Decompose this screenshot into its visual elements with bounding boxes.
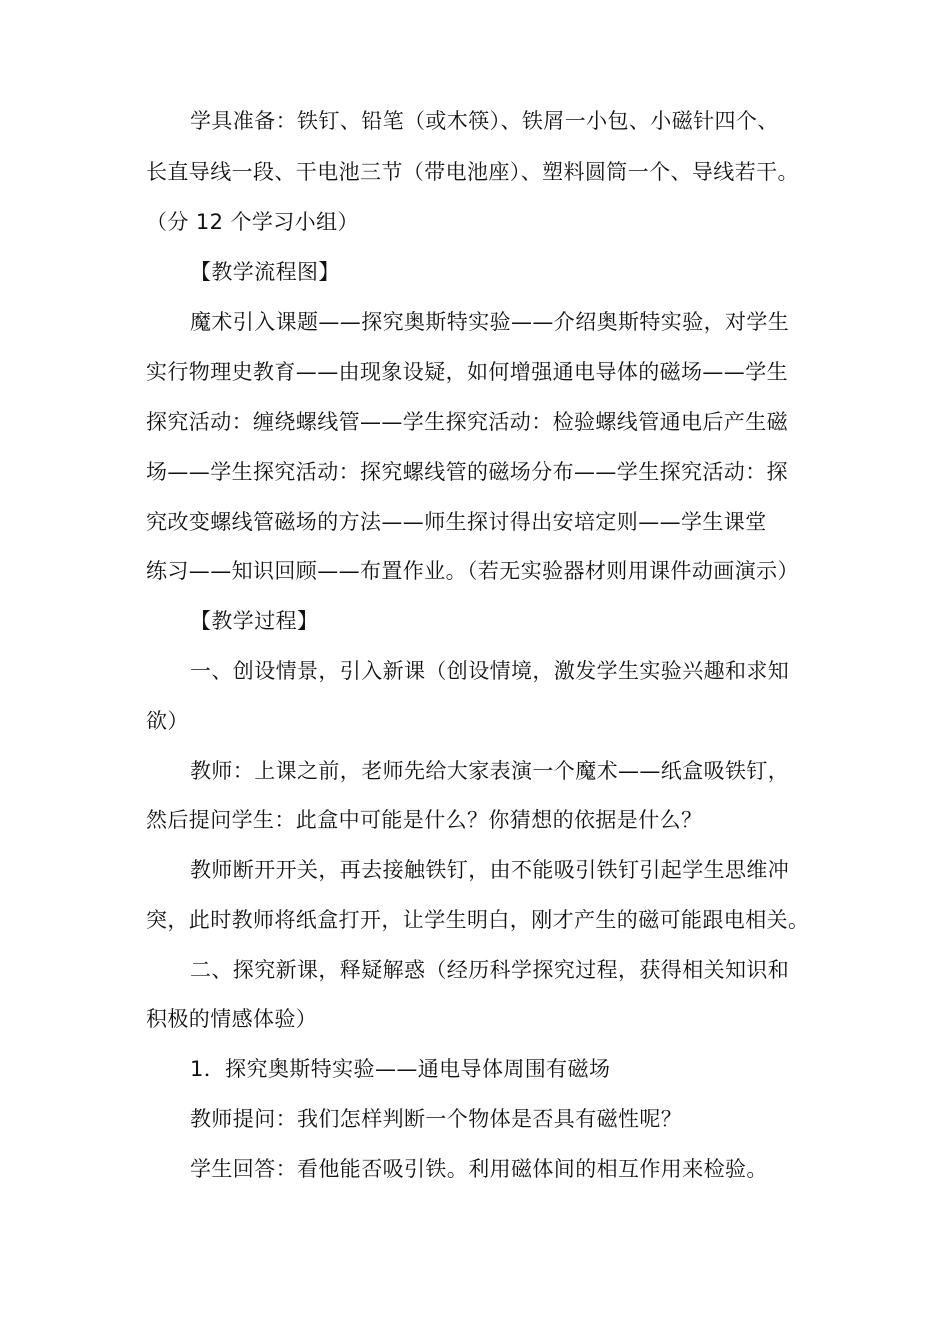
text-line-teacher-magic: 教师：上课之前，老师先给大家表演一个魔术——纸盒吸铁钉， bbox=[190, 759, 790, 783]
text-line-flow-3: 探究活动：缠绕螺线管——学生探究活动：检验螺线管通电后产生磁 bbox=[146, 410, 788, 434]
text-line-switch: 教师断开开关，再去接触铁钉，由不能吸引铁钉引起学生思维冲 bbox=[190, 858, 790, 882]
section-heading-process: 【教学过程】 bbox=[190, 609, 319, 633]
text-line-materials: 学具准备：铁钉、铅笔（或木筷）、铁屑一小包、小磁针四个、 bbox=[190, 109, 779, 133]
text-line-part1-title: 一、创设情景，引入新课（创设情境，激发学生实验兴趣和求知 bbox=[190, 659, 790, 683]
text-line-switch-cont: 突，此时教师将纸盒打开，让学生明白，刚才产生的磁可能跟电相关。 bbox=[146, 908, 810, 932]
text-line-part2-title: 二、探究新课，释疑解惑（经历科学探究过程，获得相关知识和 bbox=[190, 958, 790, 982]
text-line-groups: （分 12 个学习小组） bbox=[146, 210, 359, 234]
text-line-oersted: 1．探究奥斯特实验——通电导体周围有磁场 bbox=[190, 1057, 611, 1081]
text-line-flow-4: 场——学生探究活动：探究螺线管的磁场分布——学生探究活动：探 bbox=[146, 460, 788, 484]
text-line-flow-1: 魔术引入课题——探究奥斯特实验——介绍奥斯特实验，对学生 bbox=[190, 310, 790, 334]
text-line-flow-2: 实行物理史教育——由现象设疑，如何增强通电导体的磁场——学生 bbox=[146, 360, 788, 384]
text-line-teacher-question: 然后提问学生：此盒中可能是什么？你猜想的依据是什么？ bbox=[146, 808, 703, 832]
text-line-teacher-ask: 教师提问：我们怎样判断一个物体是否具有磁性呢？ bbox=[190, 1107, 683, 1131]
text-line-part1-title-cont: 欲） bbox=[146, 709, 189, 733]
section-heading-flowchart: 【教学流程图】 bbox=[190, 260, 340, 284]
text-line-flow-5: 究改变螺线管磁场的方法——师生探讨得出安培定则——学生课堂 bbox=[146, 510, 767, 534]
text-line-student-answer: 学生回答：看他能否吸引铁。利用磁体间的相互作用来检验。 bbox=[190, 1157, 768, 1181]
text-line-flow-6: 练习——知识回顾——布置作业。（若无实验器材则用课件动画演示） bbox=[146, 559, 799, 583]
text-line-part2-title-cont: 积极的情感体验） bbox=[146, 1007, 318, 1031]
text-line-materials-cont: 长直导线一段、干电池三节（带电池座）、塑料圆筒一个、导线若干。 bbox=[146, 160, 799, 184]
